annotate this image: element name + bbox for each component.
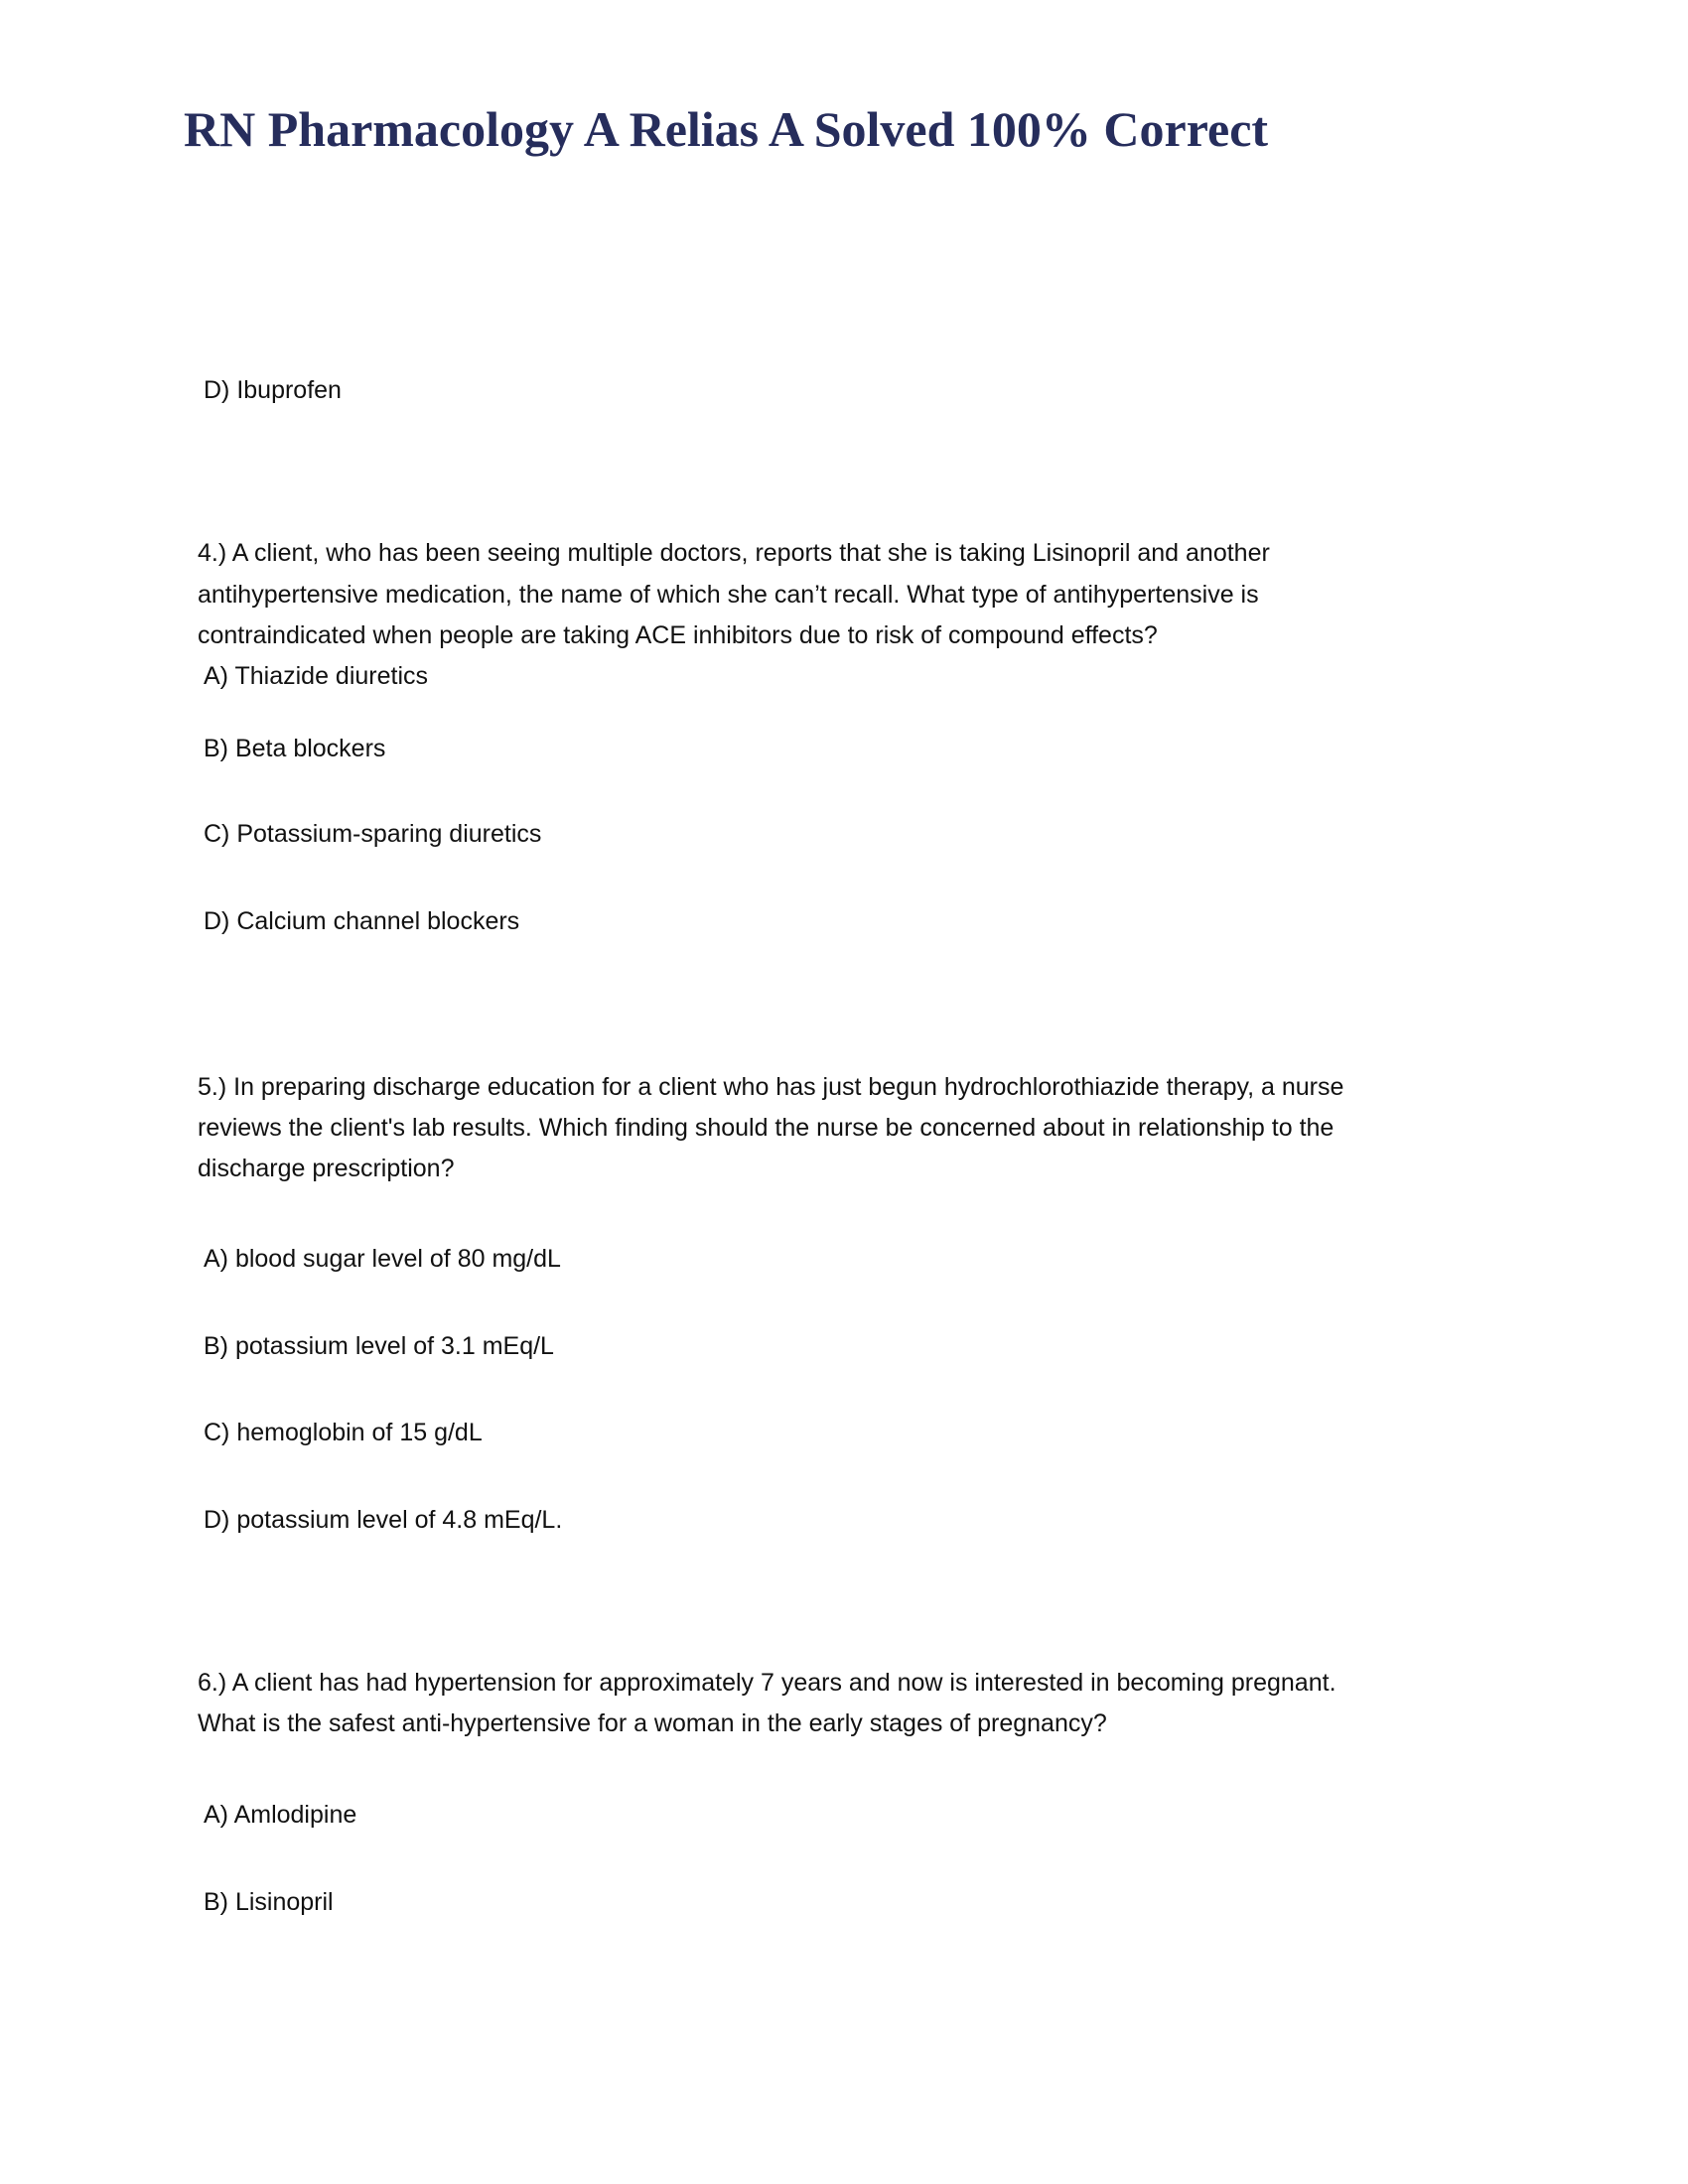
- question-text-line: 6.) A client has had hypertension for approximately 7 years and now is interested in becoming pregnant.: [198, 1669, 1336, 1697]
- option: A) Thiazide diuretics: [204, 662, 429, 690]
- question-text-line: What is the safest anti-hypertensive for a woman in the early stages of pregnancy?: [198, 1709, 1107, 1737]
- option: A) blood sugar level of 80 mg/dL: [204, 1245, 561, 1273]
- option: A) Amlodipine: [204, 1801, 357, 1829]
- document-title: RN Pharmacology A Relias A Solved 100% Correct: [184, 101, 1269, 157]
- option: C) hemoglobin of 15 g/dL: [204, 1419, 483, 1446]
- question-text-line: antihypertensive medication, the name of which she can’t recall. What type of antihypertensive is: [198, 581, 1259, 609]
- option: B) Beta blockers: [204, 735, 386, 762]
- question-text-line: contraindicated when people are taking ACE inhibitors due to risk of compound effects?: [198, 621, 1158, 649]
- option: B) potassium level of 3.1 mEq/L: [204, 1332, 554, 1360]
- question-text-line: discharge prescription?: [198, 1155, 455, 1182]
- option: C) Potassium-sparing diuretics: [204, 820, 542, 848]
- option: D) Calcium channel blockers: [204, 907, 520, 935]
- question-text-line: reviews the client's lab results. Which finding should the nurse be concerned about in relationship to the: [198, 1114, 1335, 1142]
- question-text-line: 4.) A client, who has been seeing multiple doctors, reports that she is taking Lisinopril and another: [198, 539, 1270, 567]
- option: B) Lisinopril: [204, 1888, 334, 1916]
- question-text-line: 5.) In preparing discharge education for a client who has just begun hydrochlorothiazide therapy, a nurse: [198, 1073, 1344, 1101]
- option: D) potassium level of 4.8 mEq/L.: [204, 1506, 563, 1534]
- option-d-ibuprofen: D) Ibuprofen: [204, 376, 342, 404]
